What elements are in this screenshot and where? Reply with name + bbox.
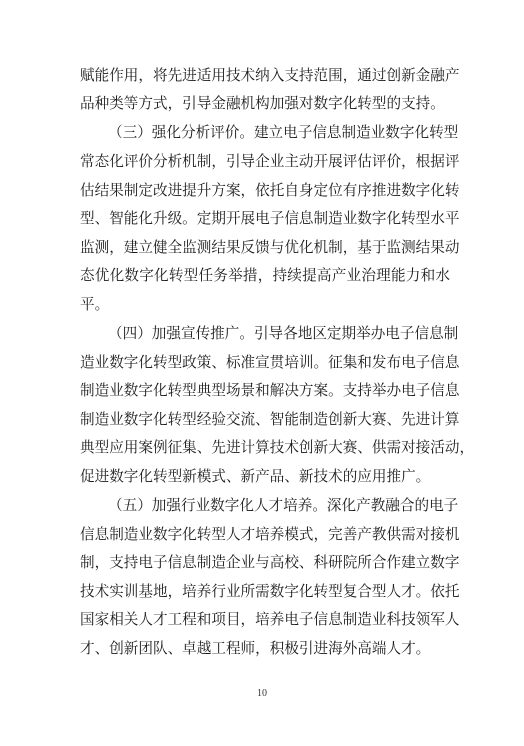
text-line: 促进数字化转型新模式、新产品、新技术的应用推广。 [80,468,431,485]
text-line: 赋能作用，将先进适用技术纳入支持范围，通过创新金融产 [80,67,460,84]
section-heading-line: （五）加强行业数字化人才培养。深化产教融合的电子 [108,497,459,514]
text-line: 估结果制定改进提升方案，依托自身定位有序推进数字化转 [80,182,460,199]
text-line: 常态化评价分析机制，引导企业主动开展评估评价，根据评 [80,153,460,170]
text-line: 监测，建立健全监测结果反馈与优化机制，基于监测结果动 [80,239,460,256]
text-line: 型、智能化升级。定期开展电子信息制造业数字化转型水平 [80,210,460,227]
section-heading-line: （四）加强宣传推广。引导各地区定期举办电子信息制 [108,325,459,342]
text-line: 态优化数字化转型任务举措，持续提高产业治理能力和水 [80,267,450,284]
text-line: 制造业数字化转型经验交流、智能制造创新大赛、先进计算 [80,411,460,428]
text-line: 平。 [80,296,110,313]
page-number: 10 [257,688,267,699]
text-line: 典型应用案例征集、先进计算技术创新大赛、供需对接活动， [80,439,475,456]
text-line: 信息制造业数字化转型人才培养模式，完善产教供需对接机 [80,526,460,543]
text-line: 国家相关人才工程和项目，培养电子信息制造业科技领军人 [80,611,460,628]
text-line: 品种类等方式，引导金融机构加强对数字化转型的支持。 [80,95,445,112]
text-line: 造业数字化转型政策、标准宣贯培训。征集和发布电子信息 [80,354,460,371]
text-line: 技术实训基地，培养行业所需数字化转型复合型人才。依托 [80,583,460,600]
text-line: 制造业数字化转型典型场景和解决方案。支持举办电子信息 [80,382,460,399]
text-line: 才、创新团队、卓越工程师，积极引进海外高端人才。 [80,640,431,657]
section-heading-line: （三）强化分析评价。建立电子信息制造业数字化转型 [108,124,459,141]
text-line: 制，支持电子信息制造企业与高校、科研院所合作建立数字 [80,554,460,571]
